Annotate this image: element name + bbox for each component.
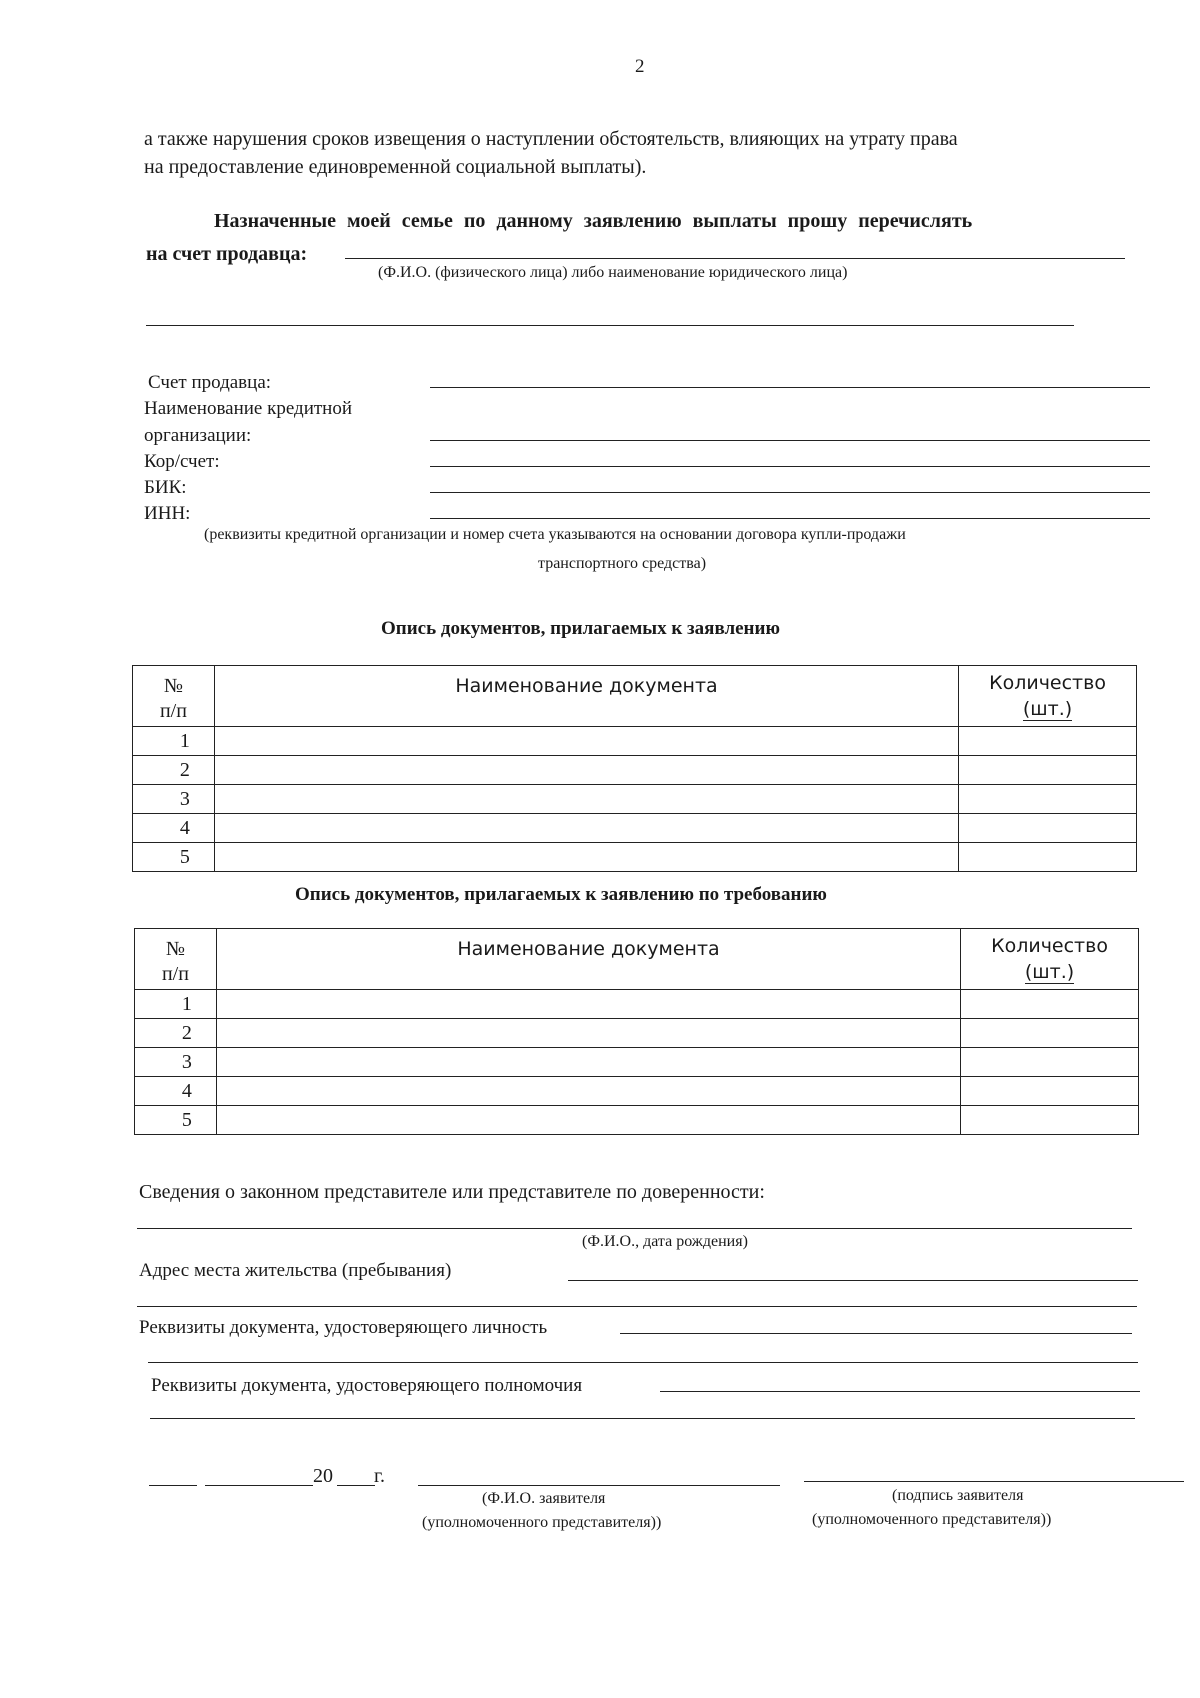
col-name-header-text: Наименование документа xyxy=(457,938,720,960)
authority-doc-field-continued[interactable] xyxy=(150,1418,1135,1419)
col-number-header-line-1: № xyxy=(165,938,185,960)
corr-account-label: Кор/счет: xyxy=(144,451,220,472)
table-row xyxy=(133,727,1137,756)
inn-field[interactable] xyxy=(430,518,1150,519)
row-number: 5 xyxy=(133,843,215,872)
document-name-cell[interactable] xyxy=(214,727,958,756)
bik-field[interactable] xyxy=(430,492,1150,493)
credit-org-label-line-2: организации: xyxy=(144,425,252,446)
applicant-fio-field[interactable] xyxy=(418,1485,780,1486)
col-qty-header-line-1: Количество xyxy=(991,935,1108,957)
document-name-cell[interactable] xyxy=(214,756,958,785)
col-qty-header xyxy=(959,666,1137,727)
table-row xyxy=(133,756,1137,785)
quantity-cell[interactable] xyxy=(961,1077,1139,1106)
year-prefix: 20 xyxy=(313,1465,333,1487)
quantity-cell[interactable] xyxy=(961,990,1139,1019)
table-row xyxy=(133,785,1137,814)
intro-line-1: а также нарушения сроков извещения о наступлении обстоятельств, влияющих на утрату права xyxy=(144,128,958,150)
document-name-cell[interactable] xyxy=(216,1077,960,1106)
applicant-fio-caption-line-1: (Ф.И.О. заявителя xyxy=(482,1490,606,1507)
representative-heading: Сведения о законном представителе или представителе по доверенности: xyxy=(139,1181,765,1203)
identity-doc-field-continued[interactable] xyxy=(148,1362,1138,1363)
applicant-signature-field[interactable] xyxy=(804,1481,1184,1482)
col-qty-header-line-2: (шт.) xyxy=(1022,698,1073,720)
address-label: Адрес места жительства (пребывания) xyxy=(139,1260,452,1281)
identity-doc-label: Реквизиты документа, удостоверяющего личность xyxy=(139,1317,548,1338)
quantity-cell[interactable] xyxy=(959,814,1137,843)
row-number: 2 xyxy=(133,756,215,785)
day-field[interactable] xyxy=(149,1485,197,1486)
representative-fio-field[interactable] xyxy=(137,1228,1132,1229)
quantity-cell[interactable] xyxy=(959,727,1137,756)
col-number-header xyxy=(135,929,217,990)
quantity-cell[interactable] xyxy=(961,1048,1139,1077)
representative-fio-caption: (Ф.И.О., дата рождения) xyxy=(582,1233,748,1250)
table-header-row xyxy=(135,929,1139,990)
document-name-cell[interactable] xyxy=(216,1048,960,1077)
applicant-fio-caption-line-2: (уполномоченного представителя)) xyxy=(422,1514,662,1531)
seller-account-label: Счет продавца: xyxy=(148,372,272,393)
document-name-cell[interactable] xyxy=(216,1019,960,1048)
applicant-signature-caption-line-2: (уполномоченного представителя)) xyxy=(812,1511,1052,1528)
row-number: 5 xyxy=(135,1106,217,1135)
attached-documents-table xyxy=(132,665,1137,872)
document-name-cell[interactable] xyxy=(216,1106,960,1135)
quantity-cell[interactable] xyxy=(959,785,1137,814)
page-number: 2 xyxy=(635,56,645,77)
bank-details-note-line-2: транспортного средства) xyxy=(538,555,707,572)
bik-label: БИК: xyxy=(144,477,187,498)
quantity-cell[interactable] xyxy=(961,1019,1139,1048)
row-number: 1 xyxy=(135,990,217,1019)
bank-details-note-line-1: (реквизиты кредитной организации и номер счета указываются на основании договора купли-продажи xyxy=(204,526,906,543)
quantity-cell[interactable] xyxy=(959,843,1137,872)
col-number-header-line-2: п/п xyxy=(161,963,189,985)
inn-label: ИНН: xyxy=(144,503,191,524)
identity-doc-field[interactable] xyxy=(620,1333,1132,1334)
seller-name-field-continued[interactable] xyxy=(146,325,1074,326)
quantity-cell[interactable] xyxy=(959,756,1137,785)
document-name-cell[interactable] xyxy=(214,814,958,843)
col-name-header xyxy=(214,666,958,727)
corr-account-field[interactable] xyxy=(430,466,1150,467)
seller-name-caption: (Ф.И.О. (физического лица) либо наименование юридического лица) xyxy=(378,264,848,281)
requested-documents-table xyxy=(134,928,1139,1135)
row-number: 3 xyxy=(133,785,215,814)
year-suffix: г. xyxy=(374,1465,385,1487)
payment-request-line-1: Назначенные моей семье по данному заявлению выплаты прошу перечислять xyxy=(214,210,973,232)
row-number: 4 xyxy=(135,1077,217,1106)
col-name-header xyxy=(216,929,960,990)
intro-line-2: на предоставление единовременной социальной выплаты). xyxy=(144,156,647,178)
address-field-continued[interactable] xyxy=(137,1306,1137,1307)
address-field[interactable] xyxy=(568,1280,1138,1281)
row-number: 4 xyxy=(133,814,215,843)
col-qty-header-line-2: (шт.) xyxy=(1024,961,1075,983)
seller-name-field[interactable] xyxy=(345,258,1125,259)
col-number-header-line-2: п/п xyxy=(159,700,187,722)
col-number-header-line-1: № xyxy=(163,675,183,697)
table-row xyxy=(135,1048,1139,1077)
document-name-cell[interactable] xyxy=(214,785,958,814)
col-qty-header xyxy=(961,929,1139,990)
table-header-row xyxy=(133,666,1137,727)
table-row xyxy=(133,814,1137,843)
year-field[interactable] xyxy=(337,1485,375,1486)
document-name-cell[interactable] xyxy=(214,843,958,872)
table-row xyxy=(133,843,1137,872)
row-number: 1 xyxy=(133,727,215,756)
row-number: 2 xyxy=(135,1019,217,1048)
table2-title: Опись документов, прилагаемых к заявлению по требованию xyxy=(295,884,827,905)
col-name-header-text: Наименование документа xyxy=(455,675,718,697)
quantity-cell[interactable] xyxy=(961,1106,1139,1135)
table-row xyxy=(135,1077,1139,1106)
table-row xyxy=(135,990,1139,1019)
payment-request-line-2: на счет продавца: xyxy=(146,243,308,265)
table1-title: Опись документов, прилагаемых к заявлению xyxy=(381,618,780,639)
credit-org-field[interactable] xyxy=(430,440,1150,441)
applicant-signature-caption-line-1: (подпись заявителя xyxy=(892,1487,1024,1504)
table-row xyxy=(135,1106,1139,1135)
table-row xyxy=(135,1019,1139,1048)
document-name-cell[interactable] xyxy=(216,990,960,1019)
col-qty-header-line-1: Количество xyxy=(989,672,1106,694)
row-number: 3 xyxy=(135,1048,217,1077)
credit-org-label-line-1: Наименование кредитной xyxy=(144,398,353,419)
col-number-header xyxy=(133,666,215,727)
month-field[interactable] xyxy=(205,1485,313,1486)
authority-doc-field[interactable] xyxy=(660,1391,1140,1392)
authority-doc-label: Реквизиты документа, удостоверяющего полномочия xyxy=(151,1375,583,1396)
seller-account-field[interactable] xyxy=(430,387,1150,388)
